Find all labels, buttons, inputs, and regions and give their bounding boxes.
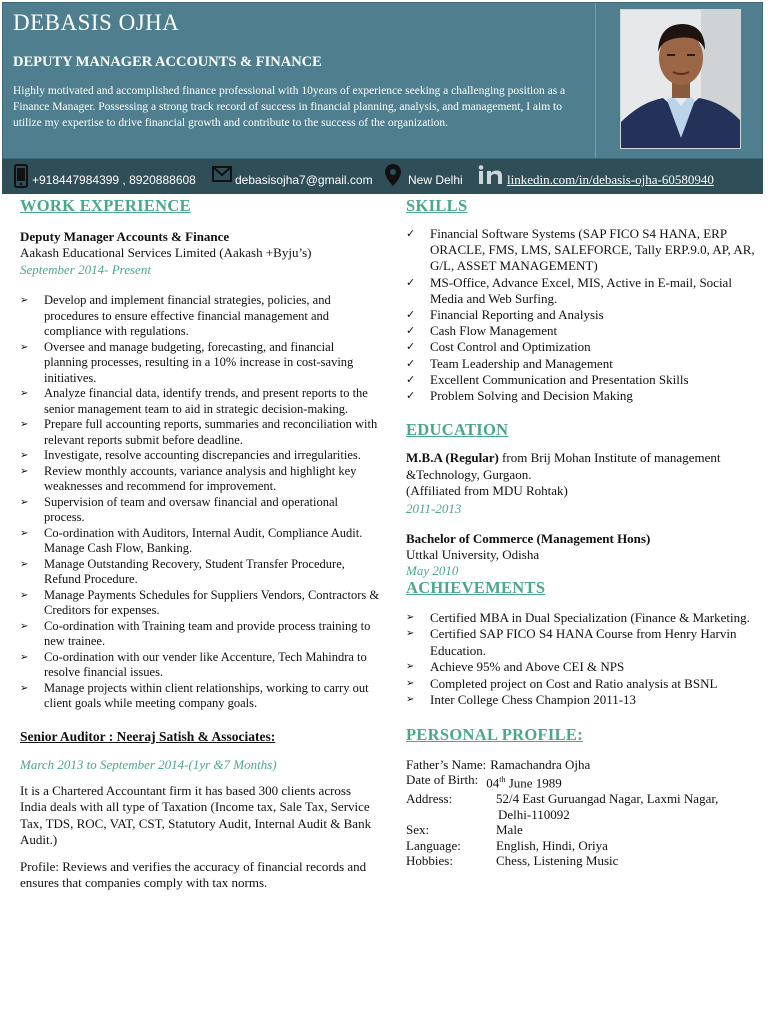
phone-icon	[14, 164, 28, 188]
address-line-2: Delhi-110092	[498, 806, 570, 822]
language-label: Language:	[406, 837, 461, 853]
list-item: ✓ MS-Office, Advance Excel, MIS, Active in E-mail, Social Media and Web Surfing.	[406, 274, 732, 306]
resume-header	[2, 2, 763, 159]
candidate-name: DEBASIS OJHA	[13, 10, 180, 35]
list-item: ✓ Excellent Communication and Presentation Skills	[406, 371, 689, 387]
list-item: ➢ Supervision of team and oversaw financial and operational process.	[20, 494, 339, 524]
job2-description: It is a Chartered Accountant firm it has based 300 clients across India deals with all type of Taxation (Income tax, Sale Tax, Service Tax, TDS, ROC, VAT, CST, Statutory Audit, Internal Audit & Bank Audit.)	[20, 782, 372, 847]
phone-numbers[interactable]: +918447984399 , 8920888608	[32, 173, 196, 187]
list-item: ✓ Financial Reporting and Analysis	[406, 307, 604, 323]
profile-summary: Highly motivated and accomplished finance professional with 10years of experience seeking a challenging position as a Finance Manager. Possessing a strong track record of success in financial planning, analysis, and management, I aim to utilize my expertise to drive financial growth and contribute to the success of the organization.	[13, 85, 566, 129]
hobbies-value: Chess, Listening Music	[496, 853, 619, 869]
work-experience-heading: WORK EXPERIENCE	[20, 196, 191, 215]
education-heading: EDUCATION	[406, 420, 509, 440]
checkmark-icon: ✓	[406, 341, 416, 354]
job-title-heading: DEPUTY MANAGER ACCOUNTS & FINANCE	[13, 54, 322, 70]
address-label: Address:	[406, 791, 453, 807]
arrow-bullet-icon: ➢	[20, 465, 29, 477]
arrow-bullet-icon: ➢	[20, 419, 29, 430]
achievements-heading: ACHIEVEMENTS	[406, 577, 546, 597]
list-item: ➢ Manage projects within client relationships, working to carry out client goals while meeting company goals.	[20, 680, 369, 710]
right-column	[406, 196, 758, 869]
language-row	[406, 838, 758, 854]
list-item: ➢ Co-ordination with Training team and provide process training to new trainee.	[20, 618, 371, 648]
address-line-1: 52/4 East Guruangad Nagar, Laxmi Nagar,	[496, 791, 719, 807]
sex-value: Male	[496, 822, 523, 838]
arrow-bullet-icon: ➢	[20, 450, 29, 461]
job1-period: September 2014- Present	[20, 262, 151, 277]
location-pin-icon	[384, 163, 402, 187]
arrow-bullet-icon: ➢	[406, 661, 415, 673]
list-item: ➢ Analyze financial data, identify trends, and present reports to the senior management team to aid in strategic decision-making.	[20, 386, 368, 416]
list-item: ➢ Co-ordination with our vender like Accenture, Tech Mahindra to resolve financial issues.	[20, 649, 367, 679]
list-item: ➢ Achieve 95% and Above CEI & NPS	[406, 659, 625, 675]
job2-heading: Senior Auditor : Neeraj Satish & Associates:	[20, 728, 276, 744]
language-value: English, Hindi, Oriya	[496, 837, 608, 853]
checkmark-icon: ✓	[406, 228, 416, 240]
skills-heading: SKILLS	[406, 196, 468, 215]
list-item: ➢ Inter College Chess Champion 2011-13	[406, 692, 637, 708]
arrow-bullet-icon: ➢	[406, 677, 415, 689]
bcom-degree: Bachelor of Commerce (Management Hons)	[406, 530, 651, 546]
address-value	[496, 791, 758, 822]
arrow-bullet-icon: ➢	[20, 651, 29, 663]
email-address[interactable]: debasisojha7@gmail.com	[235, 173, 373, 187]
fathers-name-row	[406, 757, 758, 773]
checkmark-icon: ✓	[406, 309, 416, 322]
address-row	[406, 791, 758, 822]
left-column	[20, 196, 380, 892]
list-item: ✓ Team Leadership and Management	[406, 355, 613, 371]
list-item: ➢ Review monthly accounts, variance analysis and highlight key weaknesses and recommend for improvement.	[20, 463, 357, 493]
job1-title: Deputy Manager Accounts & Finance	[20, 229, 230, 244]
arrow-bullet-icon: ➢	[20, 341, 29, 353]
job2-period: March 2013 to September 2014-(1yr &7 Months)	[20, 756, 277, 772]
arrow-bullet-icon: ➢	[20, 589, 29, 601]
list-item: ✓ Cash Flow Management	[406, 323, 558, 339]
skills-list	[406, 226, 758, 404]
list-item: ➢ Prepare full accounting reports, summaries and reconciliation with relevant reports submit before deadline.	[20, 417, 378, 447]
list-item: ➢ Certified MBA in Dual Specialization (Finance & Marketing.	[406, 609, 750, 625]
dob-label: Date of Birth:	[406, 772, 479, 788]
bcom-period: May 2010	[406, 562, 459, 578]
list-item: ➢ Oversee and manage budgeting, forecasting, and financial planning processes, resulting in a 10% increase in cost-saving initiatives.	[20, 339, 354, 385]
dob-row	[406, 772, 758, 791]
mail-icon	[212, 166, 232, 182]
contact-bar	[2, 159, 763, 194]
achievements-list	[406, 610, 758, 709]
linkedin-link[interactable]: linkedin.com/in/debasis-ojha-60580940	[507, 172, 714, 187]
photo-panel	[595, 3, 764, 158]
checkmark-icon: ✓	[406, 276, 416, 289]
list-item: ➢ Co-ordination with Auditors, Internal Audit, Compliance Audit. Manage Cash Flow, Banking.	[20, 525, 363, 555]
arrow-bullet-icon: ➢	[20, 682, 29, 694]
profile-photo	[620, 9, 741, 149]
hobbies-row	[406, 853, 758, 869]
sex-row	[406, 822, 758, 838]
checkmark-icon: ✓	[406, 390, 416, 403]
arrow-bullet-icon: ➢	[20, 388, 29, 399]
list-item: ✓ Financial Software Systems (SAP FICO S4 HANA, ERP ORACLE, FMS, LMS, SALEFORCE, Tally ERP.9.0, AP, AR, G/L, ASSET MANAGEMENT)	[406, 226, 755, 274]
fathers-name-label: Father’s Name:	[406, 756, 487, 772]
job1-responsibilities	[20, 293, 380, 712]
header-text	[13, 9, 583, 131]
arrow-bullet-icon: ➢	[406, 611, 415, 623]
location-text: New Delhi	[408, 173, 463, 187]
list-item: ➢ Manage Payments Schedules for Suppliers Vendors, Contractors & Creditors for expenses.	[20, 587, 380, 617]
list-item: ✓ Problem Solving and Decision Making	[406, 388, 633, 404]
arrow-bullet-icon: ➢	[406, 694, 415, 706]
fathers-name-value: Ramachandra Ojha	[490, 756, 591, 772]
personal-profile-table	[406, 757, 758, 869]
checkmark-icon: ✓	[406, 325, 416, 338]
list-item: ✓ Cost Control and Optimization	[406, 339, 591, 355]
dob-value: 04th June 1989	[486, 775, 562, 791]
arrow-bullet-icon: ➢	[20, 527, 29, 539]
job2-profile-label: Profile:	[20, 858, 59, 874]
list-item: ➢ Develop and implement financial strategies, policies, and procedures to ensure effective financial management and compliance with regulations.	[20, 293, 331, 338]
arrow-bullet-icon: ➢	[20, 295, 29, 306]
mba-degree: M.B.A (Regular)	[406, 450, 499, 466]
mba-institute: from Brij Mohan Institute of management &Technology, Gurgaon.	[406, 450, 721, 482]
personal-profile-heading: PERSONAL PROFILE:	[406, 724, 583, 744]
education-mba	[406, 450, 758, 483]
checkmark-icon: ✓	[406, 357, 416, 370]
list-item: ➢ Investigate, resolve accounting discrepancies and irregularities.	[20, 448, 361, 462]
arrow-bullet-icon: ➢	[20, 558, 29, 570]
arrow-bullet-icon: ➢	[406, 628, 415, 640]
list-item: ➢ Certified SAP FICO S4 HANA Course from Henry Harvin Education.	[406, 626, 737, 658]
hobbies-label: Hobbies:	[406, 853, 453, 869]
profile-photo-illustration	[621, 10, 741, 149]
job1-company: Aakash Educational Services Limited (Aakash +Byju’s)	[20, 245, 312, 260]
sex-label: Sex:	[406, 822, 430, 838]
list-item: ➢ Completed project on Cost and Ratio analysis at BSNL	[406, 675, 718, 691]
bcom-institute: Uttkal University, Odisha	[406, 547, 540, 563]
job2-profile	[20, 859, 380, 892]
mba-period: 2011-2013	[406, 500, 462, 516]
list-item: ➢ Manage Outstanding Recovery, Student Transfer Procedure, Refund Procedure.	[20, 556, 345, 586]
mba-affiliation: (Affiliated from MDU Rohtak)	[406, 483, 568, 499]
job2-profile-text: Reviews and verifies the accuracy of financial records and ensures that companies comply with tax norms.	[20, 858, 367, 890]
checkmark-icon: ✓	[406, 373, 416, 386]
linkedin-icon	[478, 165, 504, 185]
arrow-bullet-icon: ➢	[20, 496, 29, 508]
arrow-bullet-icon: ➢	[20, 620, 29, 632]
